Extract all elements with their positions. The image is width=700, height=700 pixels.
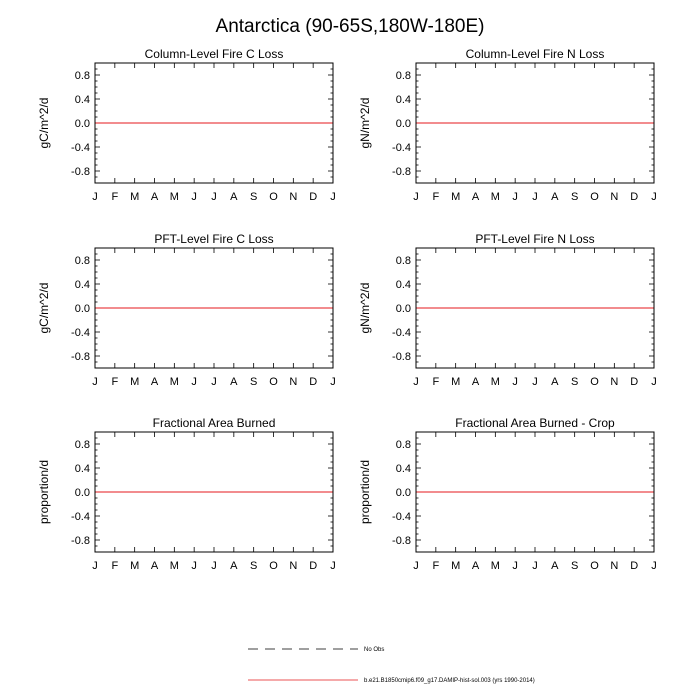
x-tick-label: S — [570, 191, 579, 203]
y-tick-label: 0.8 — [395, 439, 411, 451]
x-tick-label: J — [512, 191, 518, 203]
y-tick-label: -0.4 — [71, 511, 90, 523]
y-tick-label: 0.8 — [74, 70, 90, 82]
chart-panel — [358, 232, 657, 388]
x-tick-label: J — [191, 376, 197, 388]
x-tick-label: F — [432, 560, 440, 572]
x-tick-label: D — [630, 191, 639, 203]
y-tick-label: 0.4 — [395, 279, 411, 291]
x-tick-label: J — [330, 376, 336, 388]
y-tick-label: 0.8 — [74, 439, 90, 451]
chart-panel — [358, 416, 657, 572]
x-tick-label: M — [451, 376, 461, 388]
x-tick-label: J — [532, 376, 538, 388]
y-tick-label: -0.4 — [392, 327, 411, 339]
y-tick-label: 0.0 — [74, 118, 90, 130]
y-tick-label: -0.8 — [71, 535, 90, 547]
x-tick-label: N — [289, 560, 298, 572]
x-tick-label: O — [269, 191, 278, 203]
x-tick-label: A — [150, 376, 159, 388]
x-tick-label: A — [150, 560, 159, 572]
y-axis-label: proportion/d — [358, 459, 372, 525]
x-tick-label: M — [490, 191, 500, 203]
x-tick-label: S — [249, 376, 258, 388]
x-tick-label: A — [230, 191, 238, 203]
x-tick-label: O — [590, 191, 599, 203]
y-tick-label: -0.8 — [392, 166, 411, 178]
x-tick-label: N — [610, 560, 619, 572]
x-tick-label: D — [309, 376, 318, 388]
x-tick-label: J — [512, 376, 518, 388]
y-tick-label: 0.0 — [395, 118, 411, 130]
x-tick-label: D — [309, 191, 318, 203]
x-tick-label: A — [551, 560, 559, 572]
x-tick-label: N — [289, 376, 298, 388]
x-tick-label: M — [451, 560, 461, 572]
x-tick-label: S — [570, 376, 579, 388]
panel-title: PFT-Level Fire N Loss — [475, 232, 595, 246]
x-tick-label: J — [92, 376, 98, 388]
chart-panel — [37, 416, 336, 572]
y-tick-label: 0.0 — [395, 303, 411, 315]
y-tick-label: -0.8 — [392, 535, 411, 547]
y-tick-label: 0.8 — [395, 70, 411, 82]
y-tick-label: 0.4 — [74, 279, 90, 291]
x-tick-label: F — [432, 191, 440, 203]
y-tick-label: -0.8 — [71, 351, 90, 363]
x-tick-label: J — [651, 191, 657, 203]
panel-title: PFT-Level Fire C Loss — [154, 232, 274, 246]
legend-series-label: b.e21.B1850cmip6.f09_g17.DAMIP-hist-sol.003 (yrs 1990-2014) — [364, 678, 535, 684]
y-axis-label: gC/m^2/d — [37, 282, 51, 334]
x-tick-label: J — [330, 560, 336, 572]
x-tick-label: M — [130, 376, 140, 388]
x-tick-label: M — [130, 191, 140, 203]
x-tick-label: J — [651, 376, 657, 388]
x-tick-label: A — [551, 376, 559, 388]
x-tick-label: D — [630, 376, 639, 388]
y-tick-label: -0.4 — [71, 327, 90, 339]
x-tick-label: J — [512, 560, 518, 572]
x-tick-label: M — [490, 560, 500, 572]
y-tick-label: 0.8 — [395, 255, 411, 267]
panel-title: Fractional Area Burned — [152, 416, 276, 430]
x-tick-label: J — [211, 560, 217, 572]
y-tick-label: 0.0 — [74, 303, 90, 315]
x-tick-label: J — [191, 191, 197, 203]
y-tick-label: 0.4 — [74, 94, 90, 106]
panel-title: Fractional Area Burned - Crop — [455, 416, 615, 430]
y-axis-label: proportion/d — [37, 459, 51, 525]
x-tick-label: O — [590, 560, 599, 572]
panels — [37, 47, 657, 572]
x-tick-label: S — [570, 560, 579, 572]
x-tick-label: O — [269, 376, 278, 388]
legend — [248, 647, 535, 684]
chart-panel — [358, 47, 657, 203]
x-tick-label: F — [111, 376, 119, 388]
y-tick-label: 0.4 — [74, 463, 90, 475]
x-tick-label: J — [651, 560, 657, 572]
x-tick-label: J — [211, 191, 217, 203]
x-tick-label: J — [532, 560, 538, 572]
x-tick-label: D — [309, 560, 318, 572]
x-tick-label: A — [230, 376, 238, 388]
y-tick-label: -0.8 — [71, 166, 90, 178]
x-tick-label: O — [590, 376, 599, 388]
chart-panel — [37, 47, 336, 203]
x-tick-label: M — [130, 560, 140, 572]
x-tick-label: D — [630, 560, 639, 572]
y-tick-label: -0.4 — [392, 142, 411, 154]
x-tick-label: O — [269, 560, 278, 572]
x-tick-label: M — [451, 191, 461, 203]
y-tick-label: 0.0 — [74, 487, 90, 499]
y-tick-label: 0.8 — [74, 255, 90, 267]
x-tick-label: J — [330, 191, 336, 203]
x-tick-label: J — [413, 560, 419, 572]
x-tick-label: J — [92, 191, 98, 203]
x-tick-label: N — [289, 191, 298, 203]
x-tick-label: A — [471, 560, 480, 572]
panel-title: Column-Level Fire N Loss — [465, 47, 605, 61]
chart-panel — [37, 232, 336, 388]
x-tick-label: M — [169, 376, 179, 388]
x-tick-label: N — [610, 191, 619, 203]
x-tick-label: F — [432, 376, 440, 388]
x-tick-label: A — [551, 191, 559, 203]
y-tick-label: -0.4 — [71, 142, 90, 154]
legend-obs-label: No Obs — [364, 647, 385, 653]
figure-title: Antarctica (90-65S,180W-180E) — [215, 16, 485, 37]
y-axis-label: gN/m^2/d — [358, 282, 372, 334]
x-tick-label: A — [150, 191, 159, 203]
x-tick-label: J — [191, 560, 197, 572]
y-axis-label: gN/m^2/d — [358, 97, 372, 149]
x-tick-label: F — [111, 560, 119, 572]
y-tick-label: 0.0 — [395, 487, 411, 499]
x-tick-label: J — [413, 191, 419, 203]
x-tick-label: M — [169, 191, 179, 203]
x-tick-label: J — [532, 191, 538, 203]
x-tick-label: S — [249, 191, 258, 203]
x-tick-label: N — [610, 376, 619, 388]
panel-title: Column-Level Fire C Loss — [144, 47, 284, 61]
y-tick-label: 0.4 — [395, 94, 411, 106]
y-tick-label: -0.8 — [392, 351, 411, 363]
x-tick-label: F — [111, 191, 119, 203]
x-tick-label: J — [92, 560, 98, 572]
x-tick-label: M — [169, 560, 179, 572]
x-tick-label: M — [490, 376, 500, 388]
x-tick-label: S — [249, 560, 258, 572]
x-tick-label: J — [211, 376, 217, 388]
x-tick-label: A — [471, 191, 480, 203]
x-tick-label: A — [471, 376, 480, 388]
y-tick-label: 0.4 — [395, 463, 411, 475]
x-tick-label: J — [413, 376, 419, 388]
y-axis-label: gC/m^2/d — [37, 97, 51, 149]
x-tick-label: A — [230, 560, 238, 572]
y-tick-label: -0.4 — [392, 511, 411, 523]
